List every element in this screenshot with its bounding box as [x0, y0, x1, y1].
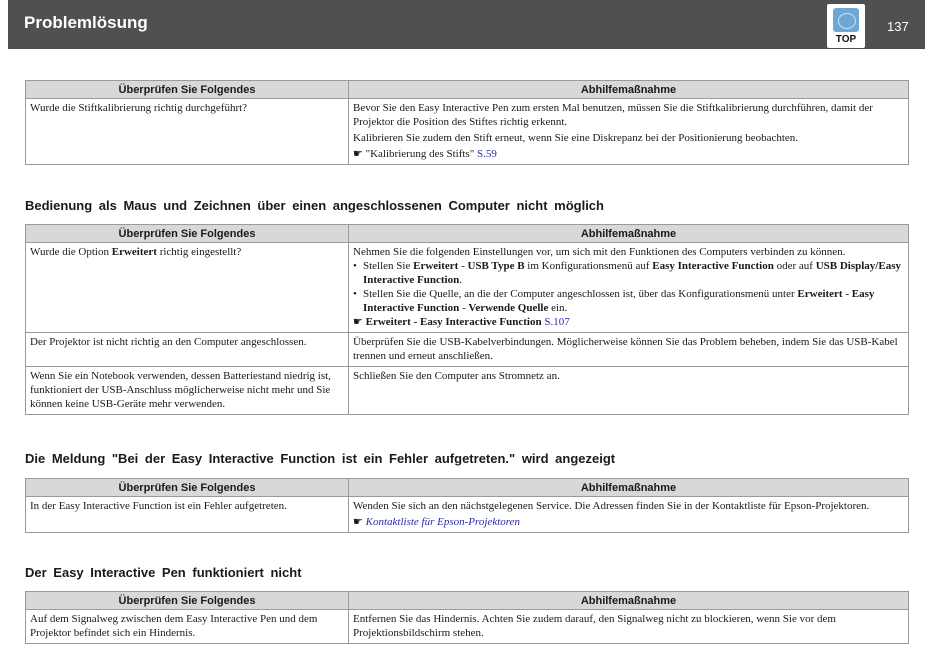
contact-list-link[interactable]: Kontaktliste für Epson-Projektoren	[365, 516, 521, 528]
check-cell: Auf dem Signalweg zwischen dem Easy Interactive Pen und dem Projektor befindet sich ein Hindernis.	[26, 610, 349, 644]
bullet-list	[353, 259, 904, 315]
reference-line	[353, 147, 904, 161]
table-row	[26, 99, 909, 165]
remedy-cell	[349, 99, 909, 165]
column-header-check: Überprüfen Sie Folgendes	[26, 592, 349, 610]
menu-name: Easy Interactive Function	[363, 288, 875, 314]
table-row	[26, 497, 909, 533]
remedy-cell	[349, 243, 909, 333]
text-span: -	[842, 288, 852, 300]
remedy-cell: Schließen Sie den Computer ans Stromnetz an.	[349, 367, 909, 415]
remedy-text: Kalibrieren Sie zudem den Stift erneut, wenn Sie eine Diskrepanz bei der Positionierung beobachten.	[353, 132, 799, 144]
table-row	[26, 333, 909, 367]
check-cell: In der Easy Interactive Function ist ein Fehler aufgetreten.	[26, 497, 349, 533]
check-cell	[26, 243, 349, 333]
column-header-check: Überprüfen Sie Folgendes	[26, 479, 349, 497]
reference-line	[353, 515, 904, 529]
column-header-check: Überprüfen Sie Folgendes	[26, 81, 349, 99]
table-row	[26, 610, 909, 644]
section-heading: Die Meldung "Bei der Easy Interactive Function ist ein Fehler aufgetreten." wird angezeigt	[25, 451, 616, 466]
remedy-cell: Überprüfen Sie die USB-Kabelverbindungen. Möglicherweise können Sie das Problem beheben, indem Sie das USB-Kabel trennen und erneut anschließen.	[349, 333, 909, 367]
column-header-remedy: Abhilfemaßnahme	[349, 592, 909, 610]
remedy-text: Bevor Sie den Easy Interactive Pen zum ersten Mal benutzen, müssen Sie die Stiftkalibrierung durchführen, damit der Projektor die Position des Stiftes richtig erkennt.	[353, 102, 873, 128]
check-cell: Der Projektor ist nicht richtig an den Computer angeschlossen.	[26, 333, 349, 367]
text-span: -	[459, 302, 469, 314]
column-header-check: Überprüfen Sie Folgendes	[26, 225, 349, 243]
list-item	[363, 259, 904, 287]
remedy-cell	[349, 497, 909, 533]
projector-screen-icon	[833, 8, 859, 32]
table-pen-not-working	[25, 591, 909, 644]
remedy-text: Wenden Sie sich an den nächstgelegenen Service. Die Adressen finden Sie in der Kontaktliste für Epson-Projektoren.	[353, 500, 870, 512]
hand-pointing-icon: ☛	[353, 515, 363, 528]
column-header-remedy: Abhilfemaßnahme	[349, 81, 909, 99]
text-span: richtig eingestellt?	[156, 246, 242, 258]
table-header-row	[26, 81, 909, 99]
top-button[interactable]	[827, 4, 865, 48]
option-name: Erweitert	[111, 246, 157, 258]
menu-name: USB Type B	[467, 260, 525, 272]
text-span: .	[459, 274, 462, 286]
remedy-text: Nehmen Sie die folgenden Einstellungen vor, um sich mit den Funktionen des Computers verbinden zu können.	[353, 246, 846, 258]
page-link[interactable]: S.107	[544, 316, 570, 328]
menu-name: Verwende Quelle	[468, 302, 549, 314]
text-span: Wurde die Option	[30, 246, 112, 258]
reference-text: "Kalibrierung des Stifts"	[365, 148, 475, 160]
text-span: oder auf	[773, 260, 816, 272]
remedy-cell: Entfernen Sie das Hindernis. Achten Sie zudem darauf, den Signalweg nicht zu blockieren, wenn Sie vor dem Projektionsbildschirm stehen.	[349, 610, 909, 644]
check-cell: Wurde die Stiftkalibrierung richtig durchgeführt?	[26, 99, 349, 165]
menu-name: Erweitert	[413, 260, 459, 272]
top-label: TOP	[835, 34, 857, 45]
section-heading: Der Easy Interactive Pen funktioniert nicht	[25, 565, 302, 580]
column-header-remedy: Abhilfemaßnahme	[349, 479, 909, 497]
text-span: Stellen Sie	[363, 260, 414, 272]
menu-name: Erweitert	[797, 288, 843, 300]
menu-name: USB Display/Easy Interactive Function	[363, 260, 901, 286]
text-span: Stellen Sie die Quelle, an die der Computer angeschlossen ist, über das Konfigurationsmenü unter	[363, 288, 798, 300]
page-title: Problemlösung	[24, 13, 148, 32]
text-span: -	[458, 260, 468, 272]
check-cell: Wenn Sie ein Notebook verwenden, dessen Batteriestand niedrig ist, funktioniert der USB-Anschluss möglicherweise nicht mehr und Sie können keine USB-Geräte mehr verwenden.	[26, 367, 349, 415]
hand-pointing-icon: ☛	[353, 315, 363, 328]
separator: -	[410, 316, 420, 328]
table-error-message	[25, 478, 909, 533]
column-header-remedy: Abhilfemaßnahme	[349, 225, 909, 243]
list-item	[363, 287, 904, 315]
table-header-row	[26, 592, 909, 610]
text-span: ein.	[548, 302, 568, 314]
table-header-row	[26, 225, 909, 243]
table-header-row	[26, 479, 909, 497]
hand-pointing-icon: ☛	[353, 147, 363, 160]
menu-name: Easy Interactive Function	[652, 260, 774, 272]
menu-name: Erweitert	[365, 316, 411, 328]
menu-name: Easy Interactive Function	[420, 316, 542, 328]
page-header	[8, 0, 925, 49]
page-number: 137	[887, 19, 909, 34]
table-row	[26, 243, 909, 333]
table-pen-calibration	[25, 80, 909, 165]
table-row	[26, 367, 909, 415]
text-span: im Konfigurationsmenü auf	[524, 260, 653, 272]
page-link[interactable]: S.59	[476, 148, 497, 160]
reference-line	[353, 315, 904, 329]
table-mouse-drawing	[25, 224, 909, 415]
section-heading: Bedienung als Maus und Zeichnen über einen angeschlossenen Computer nicht möglich	[25, 198, 604, 213]
